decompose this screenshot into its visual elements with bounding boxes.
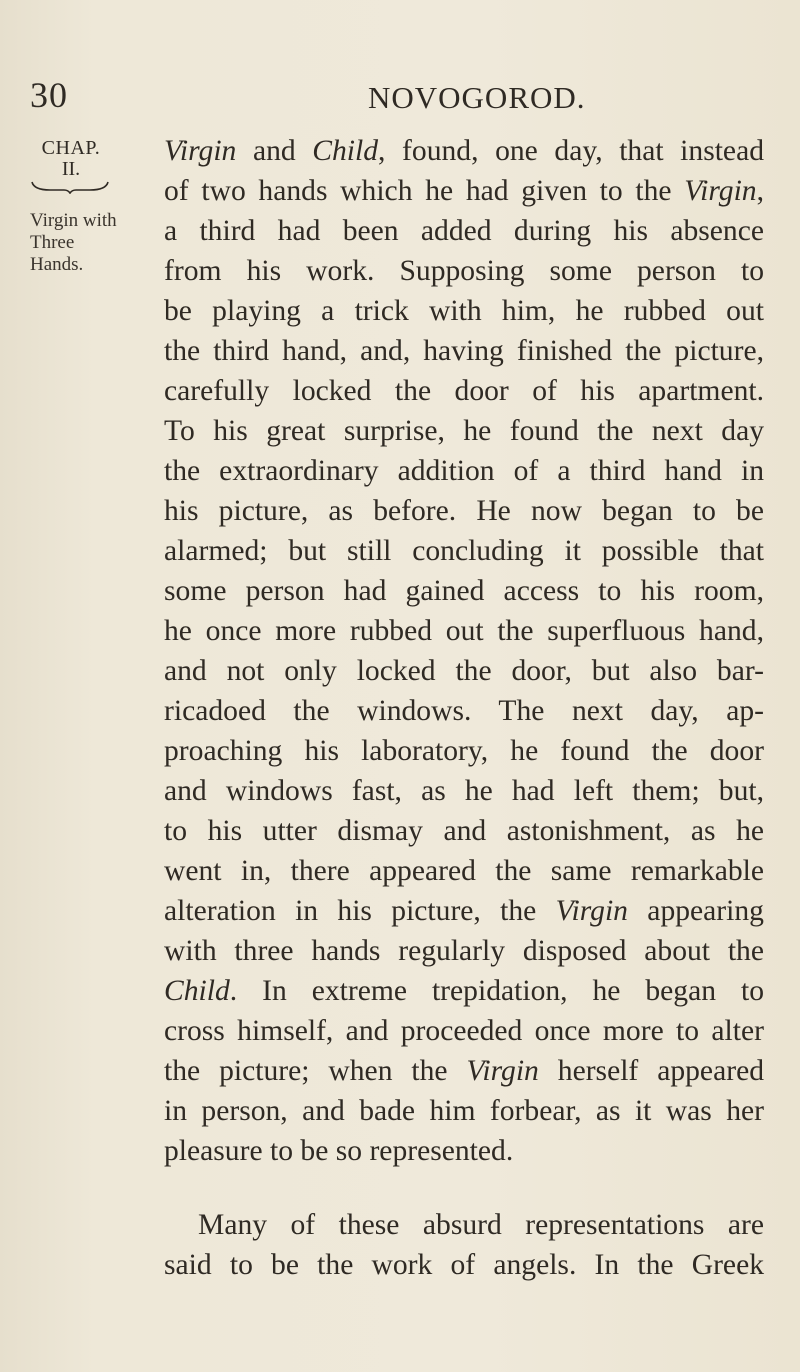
text-line: carefully locked the door of his apartment. [164,375,764,407]
text-line: his picture, as before. He now began to be [164,495,764,527]
text-line: alarmed; but still concluding it possible that [164,535,764,567]
chapter-number: II. [61,158,81,180]
paragraph-2 [164,1205,764,1285]
text-line: Child. In extreme trepidation, he began to [164,975,764,1007]
text-line: Virgin and Child, found, one day, that instead [164,135,764,167]
chapter-label: CHAP. [41,137,101,159]
text-line: alteration in his picture, the Virgin appearing [164,895,764,927]
text-line: the third hand, and, having finished the picture, [164,335,764,367]
text-line: went in, there appeared the same remarkable [164,855,764,887]
text-line: be playing a trick with him, he rubbed out [164,295,764,327]
text-line: the picture; when the Virgin herself appeared [164,1055,764,1087]
text-line: proaching his laboratory, he found the door [164,735,764,767]
text-line: pleasure to be so represented. [164,1135,514,1167]
sidenote-line: Hands. [30,254,84,275]
text-line: and not only locked the door, but also bar- [164,655,764,687]
margin-sidenote [30,210,135,276]
text-line: of two hands which he had given to the Virgin, [164,175,764,207]
text-line: some person had gained access to his room, [164,575,764,607]
paragraph-1 [164,131,764,1171]
text-line: To his great surprise, he found the next day [164,415,764,447]
text-line: in person, and bade him forbear, as it was her [164,1095,764,1127]
text-line: to his utter dismay and astonishment, as he [164,815,764,847]
page-number: 30 [30,75,68,115]
text-line: said to be the work of angels. In the Greek [164,1249,764,1281]
text-line: he once more rubbed out the superfluous hand, [164,615,764,647]
sidenote-line: Virgin with [30,210,117,231]
body-text [164,131,764,1285]
text-line: and windows fast, as he had left them; but, [164,775,764,807]
text-line: from his work. Supposing some person to [164,255,764,287]
running-title: NOVOGOROD. [368,80,586,115]
text-line: the extraordinary addition of a third hand in [164,455,764,487]
text-line: Many of these absurd representations are [198,1209,764,1241]
brace-ornament [30,180,110,194]
text-line: a third had been added during his absence [164,215,764,247]
text-line: ricadoed the windows. The next day, ap- [164,695,764,727]
text-line: with three hands regularly disposed about the [164,935,764,967]
text-line: cross himself, and proceeded once more to alter [164,1015,764,1047]
chapter-marker [31,137,111,179]
sidenote-line: Three [30,232,75,253]
